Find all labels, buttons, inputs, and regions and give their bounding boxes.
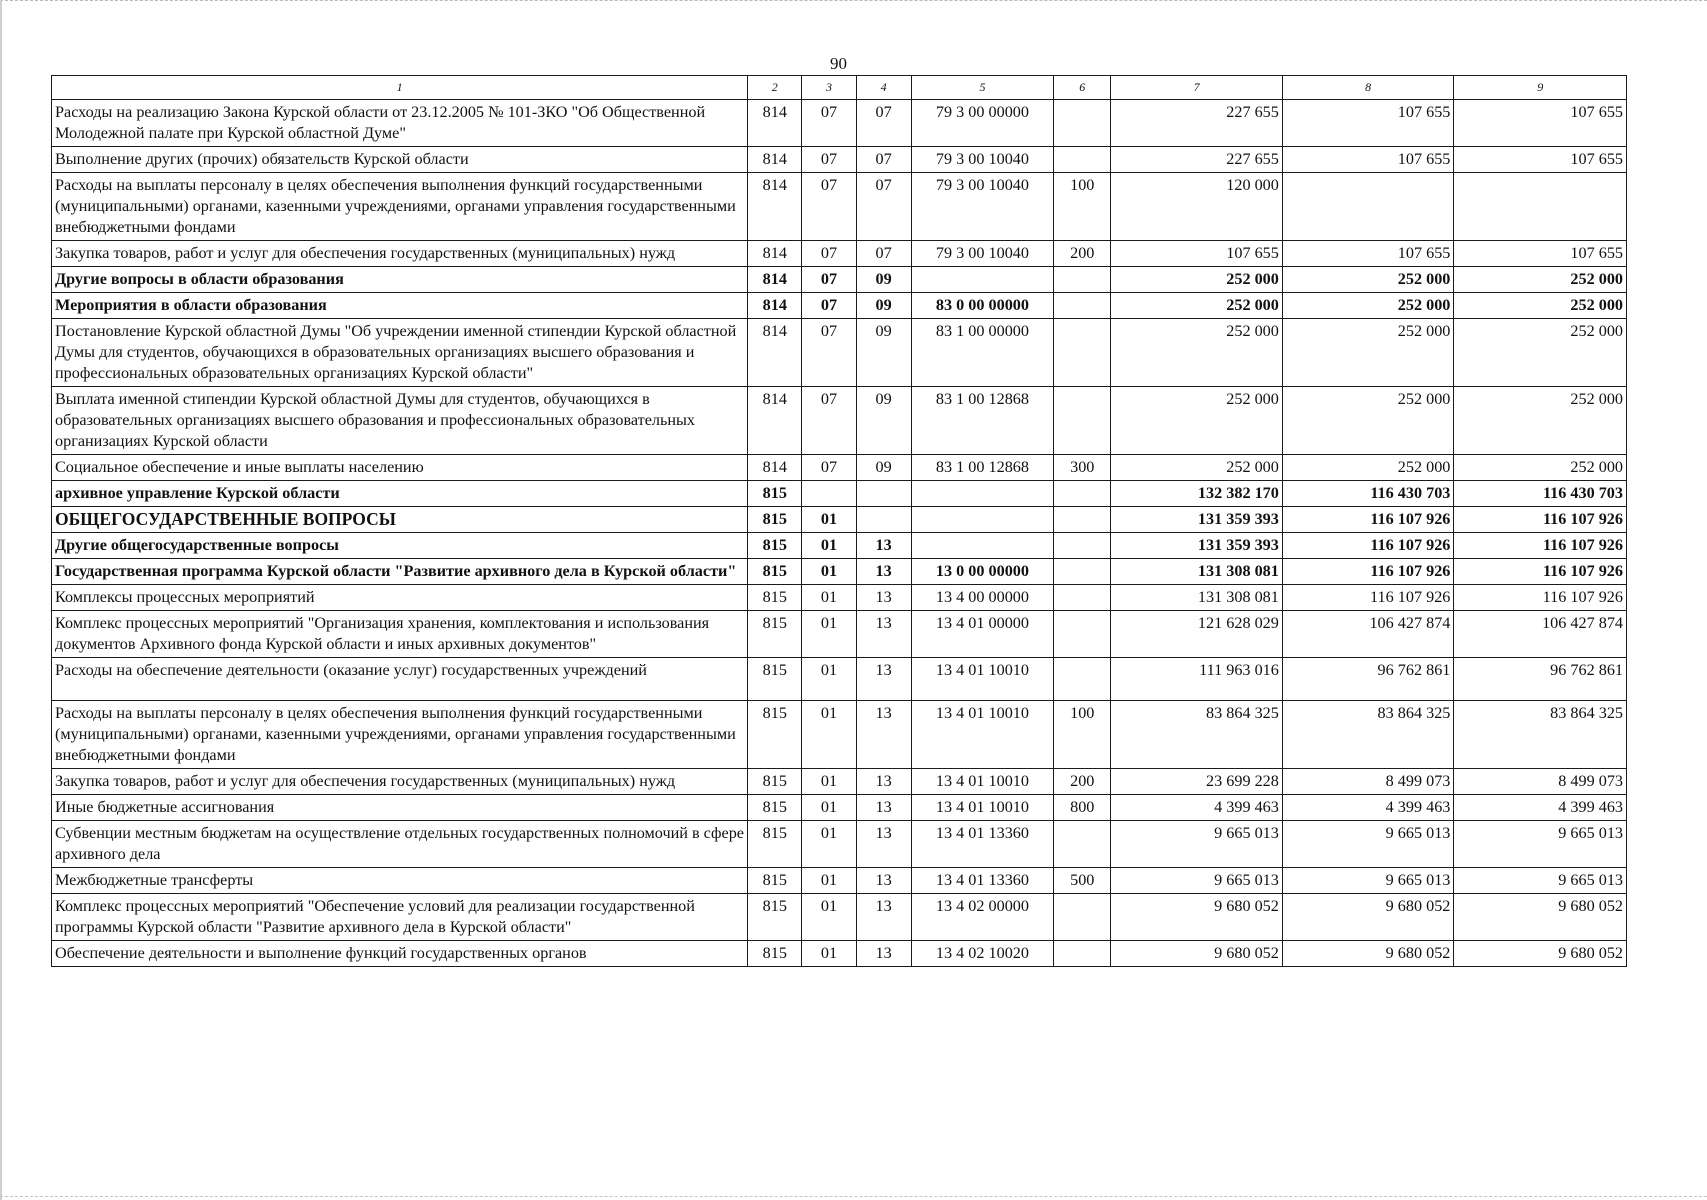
row-target-article-code: 83 0 00 00000 <box>911 293 1053 319</box>
column-header: 8 <box>1282 76 1454 100</box>
budget-table <box>51 75 1627 967</box>
row-target-article-code: 13 4 02 10020 <box>911 941 1053 967</box>
row-amount-col8: 252 000 <box>1282 267 1454 293</box>
row-section-code: 07 <box>802 293 856 319</box>
row-subsection-code: 13 <box>856 585 911 611</box>
table-row <box>52 147 1627 173</box>
row-amount-col9: 9 665 013 <box>1454 821 1627 868</box>
row-department-code: 814 <box>748 267 802 293</box>
table-body <box>52 100 1627 967</box>
row-amount-col9: 4 399 463 <box>1454 795 1627 821</box>
row-target-article-code <box>911 481 1053 507</box>
row-amount-col9: 106 427 874 <box>1454 611 1627 658</box>
row-section-code: 01 <box>802 611 856 658</box>
row-amount-col7: 227 655 <box>1111 147 1283 173</box>
row-subsection-code: 09 <box>856 455 911 481</box>
row-target-article-code: 83 1 00 12868 <box>911 387 1053 455</box>
row-target-article-code: 79 3 00 10040 <box>911 173 1053 241</box>
table-row <box>52 241 1627 267</box>
row-amount-col8: 252 000 <box>1282 293 1454 319</box>
page-number: 90 <box>830 54 847 73</box>
row-amount-col8: 252 000 <box>1282 319 1454 387</box>
row-target-article-code: 13 0 00 00000 <box>911 559 1053 585</box>
row-section-code: 01 <box>802 559 856 585</box>
row-section-code: 01 <box>802 585 856 611</box>
row-description: Комплекс процессных мероприятий "Обеспечение условий для реализации государственной программы Курской области "Развитие архивного дела в Курской области" <box>52 894 748 941</box>
table-row <box>52 100 1627 147</box>
scan-edge-left <box>0 0 2 1200</box>
row-amount-col9: 252 000 <box>1454 319 1627 387</box>
column-header: 7 <box>1111 76 1283 100</box>
row-target-article-code: 13 4 01 10010 <box>911 769 1053 795</box>
table-row <box>52 559 1627 585</box>
row-amount-col8: 107 655 <box>1282 100 1454 147</box>
row-amount-col9: 252 000 <box>1454 293 1627 319</box>
table-row <box>52 481 1627 507</box>
scan-edge-bottom <box>0 1196 1707 1197</box>
row-section-code: 01 <box>802 894 856 941</box>
row-expense-type-code <box>1054 941 1111 967</box>
row-description: Комплексы процессных мероприятий <box>52 585 748 611</box>
row-amount-col8: 9 665 013 <box>1282 821 1454 868</box>
row-department-code: 815 <box>748 559 802 585</box>
row-section-code: 01 <box>802 658 856 701</box>
row-amount-col7: 131 359 393 <box>1111 533 1283 559</box>
row-expense-type-code <box>1054 293 1111 319</box>
row-description: Расходы на реализацию Закона Курской области от 23.12.2005 № 101-ЗКО "Об Общественной Молодежной палате при Курской областной Думе" <box>52 100 748 147</box>
row-amount-col7: 252 000 <box>1111 267 1283 293</box>
row-target-article-code <box>911 507 1053 533</box>
row-expense-type-code <box>1054 100 1111 147</box>
row-subsection-code: 13 <box>856 533 911 559</box>
row-expense-type-code <box>1054 658 1111 701</box>
table-header-row <box>52 76 1627 100</box>
row-amount-col8: 107 655 <box>1282 241 1454 267</box>
scan-edge-top <box>0 0 1707 5</box>
column-header: 5 <box>911 76 1053 100</box>
row-section-code: 01 <box>802 868 856 894</box>
row-amount-col7: 9 680 052 <box>1111 941 1283 967</box>
row-expense-type-code: 500 <box>1054 868 1111 894</box>
row-description: Государственная программа Курской области "Развитие архивного дела в Курской области" <box>52 559 748 585</box>
row-section-code: 01 <box>802 533 856 559</box>
row-amount-col7: 23 699 228 <box>1111 769 1283 795</box>
row-amount-col7: 131 308 081 <box>1111 585 1283 611</box>
table-row <box>52 585 1627 611</box>
row-description: Обеспечение деятельности и выполнение функций государственных органов <box>52 941 748 967</box>
table-row <box>52 387 1627 455</box>
row-department-code: 815 <box>748 533 802 559</box>
row-target-article-code <box>911 267 1053 293</box>
row-description: Выполнение других (прочих) обязательств Курской области <box>52 147 748 173</box>
row-amount-col9: 116 107 926 <box>1454 559 1627 585</box>
row-expense-type-code: 300 <box>1054 455 1111 481</box>
table-row <box>52 455 1627 481</box>
row-department-code: 814 <box>748 241 802 267</box>
row-expense-type-code: 800 <box>1054 795 1111 821</box>
table-row <box>52 941 1627 967</box>
row-section-code: 07 <box>802 455 856 481</box>
table-row <box>52 821 1627 868</box>
table-row <box>52 611 1627 658</box>
row-subsection-code: 07 <box>856 241 911 267</box>
row-amount-col8: 96 762 861 <box>1282 658 1454 701</box>
row-subsection-code: 13 <box>856 611 911 658</box>
table-row <box>52 533 1627 559</box>
row-department-code: 814 <box>748 293 802 319</box>
row-expense-type-code <box>1054 559 1111 585</box>
row-section-code: 07 <box>802 267 856 293</box>
row-amount-col8: 252 000 <box>1282 387 1454 455</box>
column-header: 6 <box>1054 76 1111 100</box>
row-department-code: 814 <box>748 387 802 455</box>
row-target-article-code: 13 4 01 10010 <box>911 795 1053 821</box>
row-department-code: 815 <box>748 481 802 507</box>
row-description: Другие общегосударственные вопросы <box>52 533 748 559</box>
row-department-code: 815 <box>748 821 802 868</box>
row-amount-col7: 111 963 016 <box>1111 658 1283 701</box>
row-section-code: 01 <box>802 821 856 868</box>
row-section-code: 01 <box>802 941 856 967</box>
row-description: ОБЩЕГОСУДАРСТВЕННЫЕ ВОПРОСЫ <box>52 507 748 533</box>
row-amount-col9: 116 107 926 <box>1454 585 1627 611</box>
row-subsection-code: 13 <box>856 795 911 821</box>
row-section-code <box>802 481 856 507</box>
row-amount-col7: 132 382 170 <box>1111 481 1283 507</box>
row-amount-col7: 9 665 013 <box>1111 821 1283 868</box>
table-row <box>52 319 1627 387</box>
row-expense-type-code <box>1054 507 1111 533</box>
row-description: Постановление Курской областной Думы "Об учреждении именной стипендии Курской областной Думы для студентов, обучающихся в образовательных организациях высшего образования и профессиональных образовательных организациях Курской области" <box>52 319 748 387</box>
row-amount-col9: 8 499 073 <box>1454 769 1627 795</box>
table-row <box>52 868 1627 894</box>
row-amount-col9 <box>1454 173 1627 241</box>
row-subsection-code: 13 <box>856 821 911 868</box>
table-row <box>52 173 1627 241</box>
row-expense-type-code <box>1054 821 1111 868</box>
column-header: 1 <box>52 76 748 100</box>
row-section-code: 01 <box>802 795 856 821</box>
row-target-article-code: 13 4 01 10010 <box>911 658 1053 701</box>
row-expense-type-code: 100 <box>1054 173 1111 241</box>
row-amount-col9: 107 655 <box>1454 100 1627 147</box>
row-department-code: 815 <box>748 585 802 611</box>
row-section-code: 01 <box>802 507 856 533</box>
row-amount-col9: 116 107 926 <box>1454 507 1627 533</box>
row-amount-col8: 116 430 703 <box>1282 481 1454 507</box>
row-target-article-code: 13 4 01 00000 <box>911 611 1053 658</box>
row-amount-col9: 107 655 <box>1454 147 1627 173</box>
table-row <box>52 293 1627 319</box>
row-description: Закупка товаров, работ и услуг для обеспечения государственных (муниципальных) нужд <box>52 241 748 267</box>
row-amount-col8: 252 000 <box>1282 455 1454 481</box>
row-amount-col8: 116 107 926 <box>1282 533 1454 559</box>
row-description: Выплата именной стипендии Курской областной Думы для студентов, обучающихся в образовательных организациях высшего образования и профессиональных образовательных организациях Курской области <box>52 387 748 455</box>
row-department-code: 815 <box>748 701 802 769</box>
row-amount-col9: 9 665 013 <box>1454 868 1627 894</box>
row-amount-col7: 107 655 <box>1111 241 1283 267</box>
row-amount-col8: 106 427 874 <box>1282 611 1454 658</box>
row-amount-col8 <box>1282 173 1454 241</box>
row-subsection-code: 13 <box>856 894 911 941</box>
row-amount-col7: 83 864 325 <box>1111 701 1283 769</box>
table-row <box>52 894 1627 941</box>
row-target-article-code: 79 3 00 10040 <box>911 241 1053 267</box>
row-amount-col7: 252 000 <box>1111 455 1283 481</box>
row-description: Мероприятия в области образования <box>52 293 748 319</box>
row-expense-type-code <box>1054 533 1111 559</box>
row-subsection-code: 07 <box>856 147 911 173</box>
row-expense-type-code <box>1054 147 1111 173</box>
row-subsection-code: 09 <box>856 387 911 455</box>
row-target-article-code: 79 3 00 10040 <box>911 147 1053 173</box>
row-section-code: 01 <box>802 769 856 795</box>
row-department-code: 815 <box>748 868 802 894</box>
row-amount-col9: 9 680 052 <box>1454 941 1627 967</box>
row-amount-col8: 4 399 463 <box>1282 795 1454 821</box>
row-section-code: 01 <box>802 701 856 769</box>
row-department-code: 815 <box>748 507 802 533</box>
row-amount-col8: 116 107 926 <box>1282 585 1454 611</box>
row-subsection-code: 09 <box>856 293 911 319</box>
column-header: 4 <box>856 76 911 100</box>
row-section-code: 07 <box>802 319 856 387</box>
row-amount-col8: 116 107 926 <box>1282 559 1454 585</box>
row-department-code: 815 <box>748 894 802 941</box>
row-target-article-code <box>911 533 1053 559</box>
row-amount-col7: 121 628 029 <box>1111 611 1283 658</box>
row-amount-col8: 9 680 052 <box>1282 894 1454 941</box>
row-subsection-code: 13 <box>856 658 911 701</box>
table-row <box>52 795 1627 821</box>
row-description: Комплекс процессных мероприятий "Организация хранения, комплектования и использования документов Архивного фонда Курской области и иных архивных документов" <box>52 611 748 658</box>
row-subsection-code: 07 <box>856 100 911 147</box>
row-amount-col7: 252 000 <box>1111 293 1283 319</box>
row-amount-col9: 116 107 926 <box>1454 533 1627 559</box>
row-amount-col9: 83 864 325 <box>1454 701 1627 769</box>
row-description: Закупка товаров, работ и услуг для обеспечения государственных (муниципальных) нужд <box>52 769 748 795</box>
row-section-code: 07 <box>802 173 856 241</box>
row-description: Субвенции местным бюджетам на осуществление отдельных государственных полномочий в сфере архивного дела <box>52 821 748 868</box>
row-amount-col7: 4 399 463 <box>1111 795 1283 821</box>
row-target-article-code: 83 1 00 00000 <box>911 319 1053 387</box>
table-row <box>52 769 1627 795</box>
row-section-code: 07 <box>802 100 856 147</box>
row-target-article-code: 13 4 01 13360 <box>911 868 1053 894</box>
row-expense-type-code <box>1054 267 1111 293</box>
row-subsection-code <box>856 481 911 507</box>
row-department-code: 814 <box>748 147 802 173</box>
row-expense-type-code: 100 <box>1054 701 1111 769</box>
column-header: 3 <box>802 76 856 100</box>
table-row <box>52 507 1627 533</box>
row-subsection-code: 13 <box>856 941 911 967</box>
row-expense-type-code <box>1054 611 1111 658</box>
row-target-article-code: 79 3 00 00000 <box>911 100 1053 147</box>
row-department-code: 814 <box>748 319 802 387</box>
row-subsection-code: 07 <box>856 173 911 241</box>
row-section-code: 07 <box>802 147 856 173</box>
row-description: Расходы на обеспечение деятельности (оказание услуг) государственных учреждений <box>52 658 748 701</box>
row-description: Межбюджетные трансферты <box>52 868 748 894</box>
row-description: Расходы на выплаты персоналу в целях обеспечения выполнения функций государственными (муниципальными) органами, казенными учреждениями, органами управления государственными внебюджетными фондами <box>52 701 748 769</box>
row-department-code: 814 <box>748 455 802 481</box>
row-amount-col7: 227 655 <box>1111 100 1283 147</box>
row-amount-col9: 96 762 861 <box>1454 658 1627 701</box>
row-department-code: 814 <box>748 173 802 241</box>
row-amount-col7: 120 000 <box>1111 173 1283 241</box>
row-department-code: 815 <box>748 769 802 795</box>
row-amount-col9: 252 000 <box>1454 455 1627 481</box>
table-row <box>52 701 1627 769</box>
row-target-article-code: 13 4 01 13360 <box>911 821 1053 868</box>
row-expense-type-code <box>1054 585 1111 611</box>
row-description: Расходы на выплаты персоналу в целях обеспечения выполнения функций государственными (муниципальными) органами, казенными учреждениями, органами управления государственными внебюджетными фондами <box>52 173 748 241</box>
row-expense-type-code <box>1054 894 1111 941</box>
column-header: 9 <box>1454 76 1627 100</box>
row-amount-col9: 252 000 <box>1454 267 1627 293</box>
row-department-code: 815 <box>748 795 802 821</box>
row-amount-col8: 83 864 325 <box>1282 701 1454 769</box>
row-amount-col8: 8 499 073 <box>1282 769 1454 795</box>
row-amount-col8: 9 680 052 <box>1282 941 1454 967</box>
row-description: архивное управление Курской области <box>52 481 748 507</box>
row-subsection-code <box>856 507 911 533</box>
column-header: 2 <box>748 76 802 100</box>
row-target-article-code: 13 4 02 00000 <box>911 894 1053 941</box>
row-subsection-code: 09 <box>856 267 911 293</box>
row-target-article-code: 13 4 01 10010 <box>911 701 1053 769</box>
row-amount-col7: 9 665 013 <box>1111 868 1283 894</box>
row-department-code: 815 <box>748 658 802 701</box>
row-target-article-code: 83 1 00 12868 <box>911 455 1053 481</box>
row-section-code: 07 <box>802 241 856 267</box>
row-description: Социальное обеспечение и иные выплаты населению <box>52 455 748 481</box>
row-expense-type-code <box>1054 481 1111 507</box>
row-description: Иные бюджетные ассигнования <box>52 795 748 821</box>
row-expense-type-code: 200 <box>1054 769 1111 795</box>
row-expense-type-code <box>1054 319 1111 387</box>
row-target-article-code: 13 4 00 00000 <box>911 585 1053 611</box>
row-amount-col9: 116 430 703 <box>1454 481 1627 507</box>
row-department-code: 815 <box>748 611 802 658</box>
row-expense-type-code <box>1054 387 1111 455</box>
row-section-code: 07 <box>802 387 856 455</box>
row-amount-col7: 131 308 081 <box>1111 559 1283 585</box>
row-amount-col9: 107 655 <box>1454 241 1627 267</box>
row-department-code: 815 <box>748 941 802 967</box>
row-amount-col8: 107 655 <box>1282 147 1454 173</box>
row-amount-col8: 9 665 013 <box>1282 868 1454 894</box>
row-amount-col9: 9 680 052 <box>1454 894 1627 941</box>
row-subsection-code: 09 <box>856 319 911 387</box>
row-amount-col7: 131 359 393 <box>1111 507 1283 533</box>
row-subsection-code: 13 <box>856 701 911 769</box>
row-department-code: 814 <box>748 100 802 147</box>
row-amount-col7: 252 000 <box>1111 387 1283 455</box>
table-row <box>52 658 1627 701</box>
row-amount-col8: 116 107 926 <box>1282 507 1454 533</box>
row-amount-col7: 9 680 052 <box>1111 894 1283 941</box>
row-amount-col7: 252 000 <box>1111 319 1283 387</box>
row-subsection-code: 13 <box>856 769 911 795</box>
row-expense-type-code: 200 <box>1054 241 1111 267</box>
row-subsection-code: 13 <box>856 559 911 585</box>
table-row <box>52 267 1627 293</box>
row-amount-col9: 252 000 <box>1454 387 1627 455</box>
row-subsection-code: 13 <box>856 868 911 894</box>
row-description: Другие вопросы в области образования <box>52 267 748 293</box>
